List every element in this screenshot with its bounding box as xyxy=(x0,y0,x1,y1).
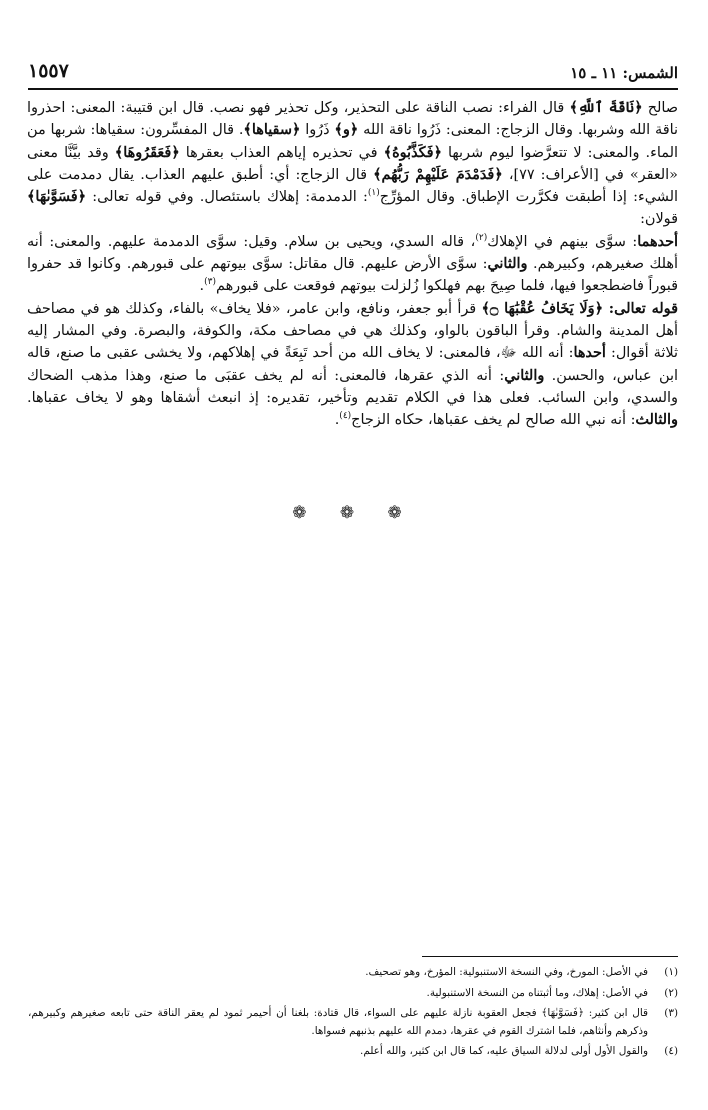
verse-intro: قوله تعالى: xyxy=(603,299,678,317)
footnote-ref: (٤) xyxy=(339,411,352,422)
text-run: قرأ أبو جعفر، ونافع، وابن عامر، «فلا يخاف» بالفاء، وكذلك هو في مصاحف أهل المدينة والشام. وقرأ الباقون بالواو، وكذلك هي في مصاحف مكة، والكوفة، والبصرة. وفي المشار إليه ثلاثة أقوال: xyxy=(27,300,678,362)
footnotes xyxy=(28,964,678,1064)
footnote-number: (٣) xyxy=(664,1007,678,1019)
point-label: والثالث xyxy=(635,411,678,429)
text-run: صالح xyxy=(642,100,678,116)
text-run: : أنه الله ﷻ، فالمعنى: لا يخاف الله من أحد تَبِعَةً في إهلاكهم، ولا يخشى عقبى ما صنع، قاله ابن عباس، والحسن. xyxy=(27,345,678,384)
footnote-text: في الأصل: المورخ، وفي النسخة الاستنبولية: المؤرخ، وهو تصحيف. xyxy=(365,966,648,978)
text-run: . قال المفسِّرون: سقياها: شربها من الماء. والمعنى: لا تتعرَّضوا ليوم شربها xyxy=(27,122,678,161)
paragraph-2 xyxy=(27,231,678,298)
footnote-text: قال ابن كثير: ﴿فَسَوَّىٰهَا﴾ فجعل العقوبة نازلة عليهم على السواء، قال قتادة: بلغنا أن أحيمر ثمود لم يعقر الناقة حتى تابعه صغيرهم وكبيرهم، وذكرهم وأنثاهم، فلما اشترك القوم في عقرها، دمدم الله عليهم بذنبهم فسواها. xyxy=(28,1007,648,1037)
footnote-item xyxy=(28,985,678,1003)
page-number: ١٥٥٧ xyxy=(28,60,69,82)
text-run: : الدمدمة: إهلاك باستئصال. وفي قوله تعالى: xyxy=(86,189,368,206)
text-run: : سوَّى الأرض عليهم. قال مقاتل: سوَّى بيوتهم على قبورهم. وكانوا قد حفروا قبوراً فاضطجعوا فيها، فلما صِيحَ بهم فهلكوا زُلزلت بيوتهم فوقعت على قبورهم xyxy=(27,256,678,295)
footnote-ref: (٢) xyxy=(475,232,488,243)
text-run: ، قاله السدي، ويحيى بن سلام. وقيل: سوَّى الدمدمة عليهم. والمعنى: أنه أهلك صغيرهم، وكبيرهم. xyxy=(27,233,678,273)
quran-quote: ﴿فَعَقَرُوهَا﴾ xyxy=(114,143,180,161)
text-run: قولان: xyxy=(640,211,678,228)
quran-quote: ﴿و﴾ xyxy=(334,121,359,139)
text-run: : أنه نبي الله صالح لم يخف عقباها، حكاه الزجاج xyxy=(351,412,636,429)
text-run: في تحذيره إياهم العذاب بعقرها xyxy=(179,144,384,161)
text-run: . xyxy=(199,278,205,295)
text-run: قال الزجاج: أي: أطبق عليهم العذاب. يقال دمدمت على الشيء: إذا أطبقت فكرَّرت الإطباق. وقال المؤرِّج xyxy=(27,166,678,206)
point-label: أحدها xyxy=(573,344,606,362)
text-run: ذَرُوا xyxy=(300,122,335,139)
footnote-ref: (٣) xyxy=(204,277,216,288)
text-run: . xyxy=(334,412,340,429)
quran-quote: ﴿فَكَذَّبُوهُ﴾ xyxy=(383,143,442,161)
page-header xyxy=(28,58,678,90)
point-label: والثاني xyxy=(487,255,528,273)
section-separator: ❁ ❁ ❁ xyxy=(292,503,416,523)
footnote-number: (٢) xyxy=(664,986,678,999)
footnote-item xyxy=(28,1005,678,1040)
paragraph-3 xyxy=(27,298,678,432)
footnote-text: في الأصل: إهلاك، وما أثبتناه من النسخة الاستنبولية. xyxy=(426,986,648,999)
footnote-item xyxy=(28,1043,678,1061)
footnote-item xyxy=(28,964,678,982)
point-label: والثاني xyxy=(504,366,545,384)
point-label: أحدهما xyxy=(637,232,679,250)
text-run: وقد بيَّنَّا معنى «العقر» في [الأعراف: ٧٧]، xyxy=(27,144,678,183)
footnote-text: والقول الأول أولى لدلالة السياق عليه، كما قال ابن كثير، والله أعلم. xyxy=(360,1045,648,1057)
quran-quote: ﴿فَسَوَّىٰهَا﴾ xyxy=(27,188,87,206)
quran-quote: ﴿نَاقَةَ ٱللَّهِ﴾ xyxy=(569,99,643,116)
footnote-number: (٤) xyxy=(664,1045,678,1057)
quran-quote: ﴿سقياها﴾ xyxy=(243,121,301,139)
text-run: : سوَّى بينهم في الإهلاك xyxy=(487,233,638,250)
text-run: : أنه الذي عقرها، فالمعنى: أنه لم يخف عقبَى ما صنع، وهذا مذهب الضحاك والسدي، وابن السائب. فعلى هذا في الكلام تقديم وتأخير، تقديره: إذ انبعث أشقاها وهو لا يخاف عقباها. xyxy=(27,367,678,406)
surah-label: الشمس: ١١ ـ ١٥ xyxy=(570,64,678,82)
footnote-divider xyxy=(422,956,678,957)
quran-quote: ﴿وَلَا يَخَافُ عُقْبَٰهَا ۝﴾ xyxy=(481,299,604,317)
quran-quote: ﴿فَدَمْدَمَ عَلَيْهِمْ رَبُّهُم﴾ xyxy=(373,165,503,183)
footnote-ref: (١) xyxy=(367,188,380,199)
main-text xyxy=(27,97,678,431)
text-run: قال الفراء: نصب الناقة على التحذير، وكل تحذير فهو نصب. قال ابن قتيبة: المعنى: احذروا ناقة الله وشربها. وقال الزجاج: المعنى: ذَرُوا ناقة الله xyxy=(27,100,678,139)
footnote-number: (١) xyxy=(664,966,678,978)
paragraph-1 xyxy=(27,97,678,231)
